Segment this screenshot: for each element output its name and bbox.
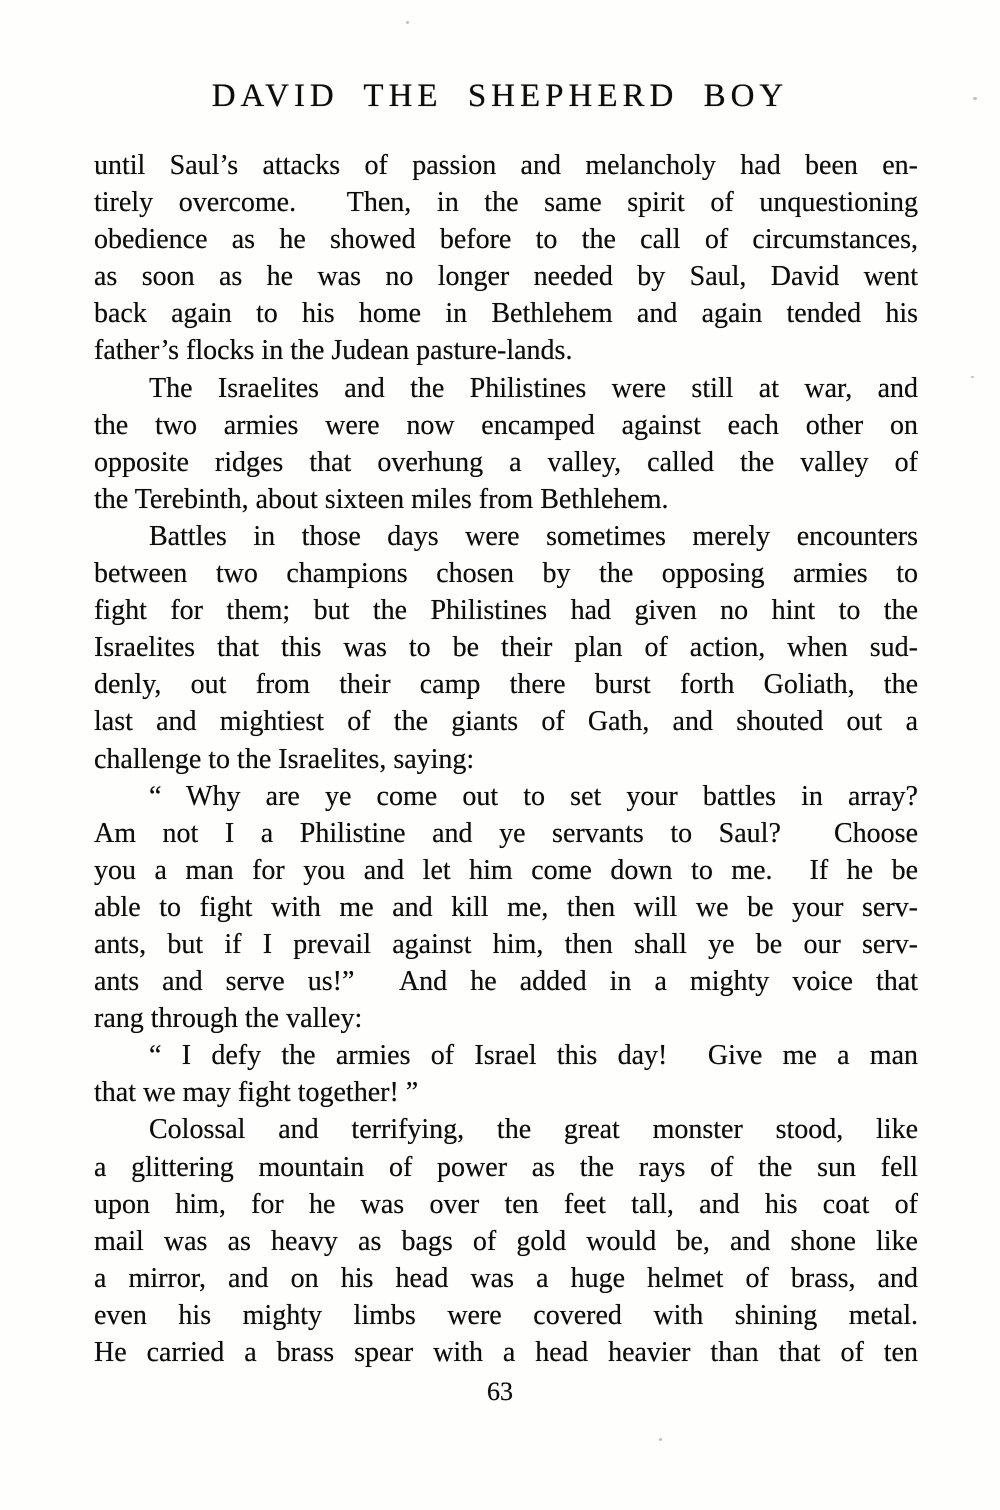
text-line: you a man for you and let him come down to me. If he be	[94, 854, 918, 886]
text-line: rang through the valley:	[94, 1003, 363, 1035]
text-line: Colossal and terrifying, the great monster stood, like	[149, 1114, 918, 1146]
scan-speck	[659, 1438, 662, 1441]
text-line: challenge to the Israelites, saying:	[94, 743, 475, 775]
text-line: Israelites that this was to be their plan of action, when sud-	[94, 632, 918, 664]
text-line: able to fight with me and kill me, then will we be your serv-	[94, 891, 918, 923]
text-line: opposite ridges that overhung a valley, called the valley of	[94, 446, 918, 478]
text-line: ants, but if I prevail against him, then shall ye be our serv-	[94, 928, 918, 960]
page-title: DAVID THE SHEPHERD BOY	[211, 78, 789, 114]
text-line: the Terebinth, about sixteen miles from Bethlehem.	[94, 483, 669, 515]
text-line: “ I defy the armies of Israel this day! Give me a man	[149, 1040, 918, 1072]
scan-speck	[406, 21, 409, 24]
text-line: tirely overcome. Then, in the same spirit of unquestioning	[94, 187, 918, 219]
body-text	[94, 147, 918, 1371]
text-line: even his mighty limbs were covered with shining metal.	[94, 1299, 918, 1331]
text-line: fight for them; but the Philistines had given no hint to the	[94, 595, 918, 627]
text-line: “ Why are ye come out to set your battles in array?	[149, 780, 918, 812]
text-line: obedience as he showed before to the call of circumstances,	[94, 224, 918, 256]
text-line: a glittering mountain of power as the rays of the sun fell	[94, 1151, 918, 1183]
text-line: upon him, for he was over ten feet tall, and his coat of	[94, 1188, 918, 1220]
text-line: the two armies were now encamped against each other on	[94, 409, 918, 441]
text-line: Battles in those days were sometimes merely encounters	[149, 520, 918, 552]
text-line: between two champions chosen by the opposing armies to	[94, 558, 918, 590]
text-line: ants and serve us!” And he added in a mighty voice that	[94, 966, 918, 998]
text-line: mail was as heavy as bags of gold would be, and shone like	[94, 1225, 918, 1257]
text-line: He carried a brass spear with a head heavier than that of ten	[94, 1337, 918, 1368]
text-line: The Israelites and the Philistines were still at war, and	[149, 372, 918, 404]
text-line: denly, out from their camp there burst forth Goliath, the	[94, 669, 918, 701]
text-line: back again to his home in Bethlehem and again tended his	[94, 298, 918, 330]
text-line: as soon as he was no longer needed by Saul, David went	[94, 261, 918, 293]
text-line: father’s flocks in the Judean pasture-lands.	[94, 335, 573, 367]
text-line: that we may fight together! ”	[94, 1077, 419, 1109]
text-line: until Saul’s attacks of passion and melancholy had been en-	[94, 150, 918, 181]
text-line: Am not I a Philistine and ye servants to Saul? Choose	[94, 817, 918, 849]
scan-speck	[971, 376, 974, 378]
page-number: 63	[487, 1377, 513, 1406]
text-line: last and mightiest of the giants of Gath, and shouted out a	[94, 706, 918, 738]
text-line: a mirror, and on his head was a huge helmet of brass, and	[94, 1262, 918, 1294]
